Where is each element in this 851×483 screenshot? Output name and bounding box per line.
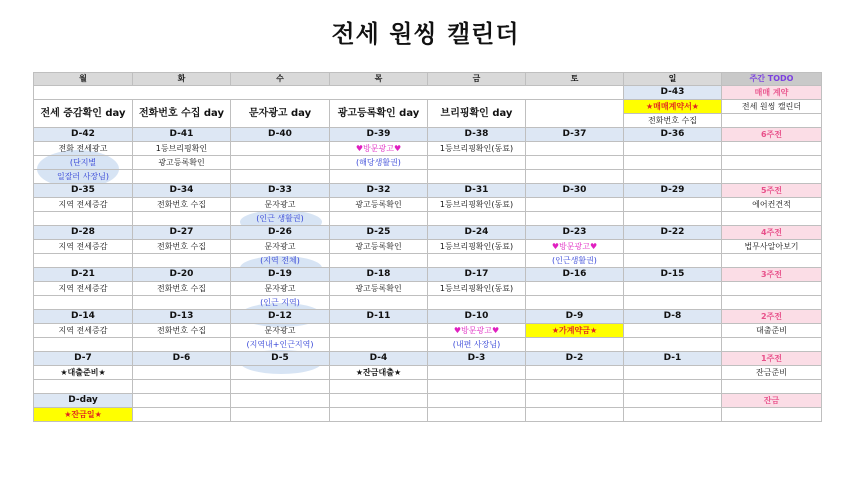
table-row (34, 296, 822, 310)
cell-text: 광고등록확인 (330, 282, 428, 296)
cell-text: ♥방문광고♥ (428, 324, 526, 338)
weekly-todo-header: 주간 TODO (722, 73, 822, 86)
weekday-tue: 화 (133, 73, 231, 86)
day-label: 전화번호 수집 day (133, 100, 231, 128)
weekday-thu: 목 (330, 73, 428, 86)
dday-cell: D-38 (428, 128, 526, 142)
todo-item: 대출준비 (722, 324, 822, 338)
dday-cell: D-17 (428, 268, 526, 282)
table-row (34, 100, 822, 114)
week-dday-row (34, 268, 822, 282)
cell-text: ★대출준비★ (34, 366, 133, 380)
cell-text: 1등브리핑확인(동료) (428, 240, 526, 254)
cell-text: 문자광고 (231, 324, 330, 338)
dday-cell: D-23 (526, 226, 624, 240)
dday-cell: D-1 (624, 352, 722, 366)
day-label: 브리핑확인 day (428, 100, 526, 128)
cell-text: 광고등록확인 (330, 240, 428, 254)
table-row (34, 324, 822, 338)
cell-text: 광고등록확인 (133, 156, 231, 170)
dday-cell: D-36 (624, 128, 722, 142)
dday-cell: D-33 (231, 184, 330, 198)
table-row (34, 142, 822, 156)
todo-week-label: 5주전 (722, 184, 822, 198)
dday-cell: D-6 (133, 352, 231, 366)
todo-week-label: 1주전 (722, 352, 822, 366)
cell-text: (단지별 (34, 156, 133, 170)
table-row (34, 282, 822, 296)
balance-day-cell: ★잔금일★ (34, 408, 133, 422)
dday-cell: D-25 (330, 226, 428, 240)
weekday-wed: 수 (231, 73, 330, 86)
dday-cell: D-7 (34, 352, 133, 366)
cell-text: 광고등록확인 (330, 198, 428, 212)
week-dday-row (34, 310, 822, 324)
cell-text: (내편 사장님) (428, 338, 526, 352)
table-row (34, 212, 822, 226)
weekday-sun: 일 (624, 73, 722, 86)
day-label: 문자광고 day (231, 100, 330, 128)
cell-text: (인근 지역) (231, 296, 330, 310)
todo-item: 잔금준비 (722, 366, 822, 380)
cell-text: ♥방문광고♥ (526, 240, 624, 254)
weekday-sat: 토 (526, 73, 624, 86)
dday-cell: D-27 (133, 226, 231, 240)
table-row (34, 366, 822, 380)
dday-cell: D-41 (133, 128, 231, 142)
todo-week-label: 3주전 (722, 268, 822, 282)
cell-text: 전화 전세광고 (34, 142, 133, 156)
cell-text: 1등브리핑확인(동료) (428, 282, 526, 296)
dday-cell: D-day (34, 394, 133, 408)
todo-week-label: 매매 계약 (722, 86, 822, 100)
table-row (34, 380, 822, 394)
cell-text: 전화번호 수집 (133, 198, 231, 212)
table-row (34, 408, 822, 422)
dday-cell: D-13 (133, 310, 231, 324)
dday-cell: D-3 (428, 352, 526, 366)
week-dday-row (34, 394, 822, 408)
cell-text: 지역 전세증감 (34, 240, 133, 254)
dday-cell: D-2 (526, 352, 624, 366)
dday-cell: D-28 (34, 226, 133, 240)
dday-cell: D-32 (330, 184, 428, 198)
cell-text: ♥방문광고♥ (330, 142, 428, 156)
dday-cell: D-39 (330, 128, 428, 142)
cell-text: 1등브리핑확인(동료) (428, 142, 526, 156)
table-row (34, 170, 822, 184)
table-row (34, 86, 822, 100)
dday-cell: D-9 (526, 310, 624, 324)
dday-cell: D-10 (428, 310, 526, 324)
week-dday-row (34, 352, 822, 366)
cell-text: 일잘러 사장님) (34, 170, 133, 184)
cell-text: 전화번호 수집 (133, 240, 231, 254)
dday-cell: D-20 (133, 268, 231, 282)
cell-text: 문자광고 (231, 282, 330, 296)
cell-text: 문자광고 (231, 240, 330, 254)
dday-cell: D-35 (34, 184, 133, 198)
todo-item: 에어컨견적 (722, 198, 822, 212)
cell-text: 1등브리핑확인(동료) (428, 198, 526, 212)
dday-cell: D-11 (330, 310, 428, 324)
dday-cell: D-16 (526, 268, 624, 282)
todo-week-label: 6주전 (722, 128, 822, 142)
dday-cell: D-15 (624, 268, 722, 282)
weekday-fri: 금 (428, 73, 526, 86)
dday-cell: D-12 (231, 310, 330, 324)
dday-cell: D-26 (231, 226, 330, 240)
contract-cell: ★매매계약서★ (624, 100, 722, 114)
todo-week-label: 잔금 (722, 394, 822, 408)
page-title: 전세 원씽 캘린더 (331, 20, 520, 48)
table-row (34, 156, 822, 170)
todo-week-label: 2주전 (722, 310, 822, 324)
dday-cell: D-5 (231, 352, 330, 366)
dday-cell: D-19 (231, 268, 330, 282)
cell-text: ★잔금대출★ (330, 366, 428, 380)
week-dday-row (34, 128, 822, 142)
dday-cell: D-42 (34, 128, 133, 142)
calendar-table (33, 72, 822, 422)
dday-cell: D-21 (34, 268, 133, 282)
cell-text: (해당생활권) (330, 156, 428, 170)
cell-text: 지역 전세증감 (34, 324, 133, 338)
cell-text: 전화번호 수집 (133, 282, 231, 296)
week-dday-row (34, 226, 822, 240)
dday-cell: D-40 (231, 128, 330, 142)
dday-cell: D-24 (428, 226, 526, 240)
deposit-cell: ★가계약금★ (526, 324, 624, 338)
table-row (34, 338, 822, 352)
dday-cell: D-31 (428, 184, 526, 198)
cell-text: 전화번호 수집 (624, 114, 722, 128)
cell-text: 문자광고 (231, 198, 330, 212)
week-dday-row (34, 184, 822, 198)
day-label: 전세 증감확인 day (34, 100, 133, 128)
day-label: 광고등록확인 day (330, 100, 428, 128)
cell-text: 전화번호 수집 (133, 324, 231, 338)
todo-week-label: 4주전 (722, 226, 822, 240)
weekday-mon: 월 (34, 73, 133, 86)
dday-cell: D-22 (624, 226, 722, 240)
dday-cell: D-4 (330, 352, 428, 366)
table-row (34, 198, 822, 212)
todo-item: 법무사알아보기 (722, 240, 822, 254)
dday-cell: D-43 (624, 86, 722, 100)
dday-cell: D-34 (133, 184, 231, 198)
cell-text: (지역내+인근지역) (231, 338, 330, 352)
dday-cell: D-29 (624, 184, 722, 198)
cell-text: 지역 전세증감 (34, 198, 133, 212)
cell-text: (인근 생활권) (231, 212, 330, 226)
table-row (34, 254, 822, 268)
cell-text: 1등브리핑확인 (133, 142, 231, 156)
dday-cell: D-37 (526, 128, 624, 142)
dday-cell: D-8 (624, 310, 722, 324)
table-row (34, 240, 822, 254)
cell-text: (인근생활권) (526, 254, 624, 268)
cell-text: 지역 전세증감 (34, 282, 133, 296)
dday-cell: D-30 (526, 184, 624, 198)
weekday-header-row (34, 73, 822, 86)
dday-cell: D-14 (34, 310, 133, 324)
cell-text: (지역 전체) (231, 254, 330, 268)
dday-cell: D-18 (330, 268, 428, 282)
todo-item: 전세 원씽 캘린더 (722, 100, 822, 114)
